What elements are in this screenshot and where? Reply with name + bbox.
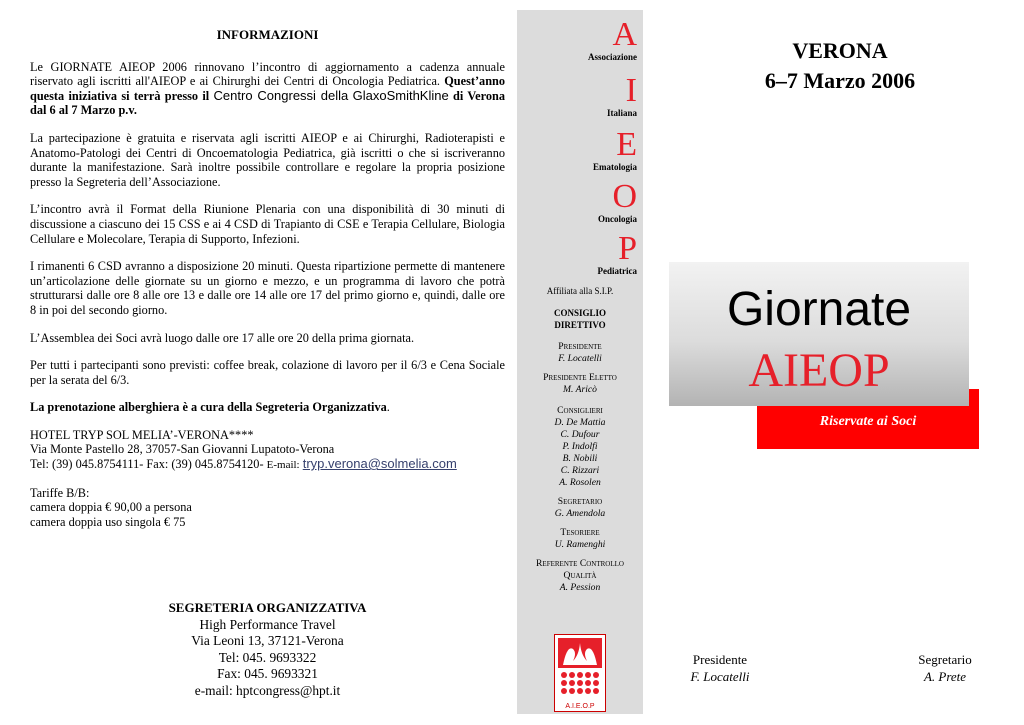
info-title: INFORMAZIONI	[216, 27, 319, 42]
segreteria-email[interactable]: e-mail: hptcongress@hpt.it	[194, 682, 341, 698]
venue-dates: di Verona dal 6 al 7 Marzo p.v.	[30, 88, 505, 118]
acronym-i: I Italiana	[606, 72, 637, 118]
rate-double: camera doppia € 90,00 a persona	[30, 500, 192, 515]
acronym-e: E Ematologia	[593, 126, 637, 172]
board-list	[517, 307, 643, 601]
info-panel	[30, 28, 505, 529]
participation-paragraph: La partecipazione è gratuita e riservata agli iscritti AIEOP e ai Chirurghi, Radioterapisti e Anatomo-Patologi dei Centri di Oncoematologia Pediatrica, già iscritti o che si iscriveranno durante la manifestazione. Sarà inoltre possibile controllare e regolare la propria posizione presso la Segreteria dell’Associazione.	[30, 130, 505, 189]
assembly-paragraph: L’Assemblea dei Soci avrà luogo dalle ore 17 alle ore 20 della prima giornata.	[30, 330, 415, 345]
acronym-a: A Associazione	[588, 16, 637, 62]
subtitle-riservate: Riservate ai Soci	[819, 414, 917, 429]
segreteria-company: High Performance Travel	[199, 616, 336, 632]
rates-title: Tariffe B/B:	[30, 485, 90, 500]
event-location	[690, 36, 990, 96]
acronym-o: O Oncologia	[597, 178, 637, 224]
rate-single: camera doppia uso singola € 75	[30, 514, 186, 529]
association-strip	[517, 10, 643, 714]
schedule-paragraph: I rimanenti 6 CSD avranno a disposizione 20 minuti. Questa ripartizione permette di mantenere un’articolazione delle giornate su un giorno e mezzo, e un programma di lavoro che potrà strutturarsi dalle ore 8 alle ore 13 e dalle ore 14 alle ore 17 del primo giorno e, quindi, dalle ore 8 in poi del secondo giorno.	[30, 259, 505, 317]
hotel-contacts: Tel: (39) 045.8754111- Fax: (39) 045.8754120- E-mail: tryp.verona@solmelia.com	[30, 456, 457, 472]
services-paragraph: Per tutti i partecipanti sono previsti: coffee break, colazione di lavoro per il 6/3 e Cena Sociale per la serata del 6/3.	[30, 358, 505, 387]
segreteria-block	[30, 600, 505, 699]
venue-name: Centro Congressi della	[213, 87, 349, 103]
affiliation-note: Affiliata alla S.I.P.	[546, 286, 614, 296]
hotel-address: Via Monte Pastello 28, 37057-San Giovanni Lupatoto-Verona	[30, 442, 335, 457]
aieop-logo-icon	[555, 635, 605, 699]
board-referente: Referente Controllo Qualità A. Pession	[536, 558, 624, 593]
venue-sentence: Quest’anno questa iniziativa si terrà presso il	[30, 74, 506, 103]
acronym-p: P Pediatrica	[597, 230, 637, 276]
venue-company: GlaxoSmithKline	[352, 87, 449, 103]
segreteria-title: SEGRETERIA ORGANIZZATIVA	[168, 600, 367, 615]
hotel-name: HOTEL TRYP SOL MELIA’-VERONA****	[30, 427, 254, 442]
hotel-email-link[interactable]: tryp.verona@solmelia.com	[302, 456, 457, 472]
rates-info	[30, 486, 505, 530]
segreteria-fax: Fax: 045. 9693321	[217, 666, 318, 681]
board-segretario: Segretario G. Amendola	[554, 496, 606, 519]
title-giornate: Giornate	[726, 283, 912, 336]
intro-paragraph: Le GIORNATE AIEOP 2006 rinnovano l’incontro di aggiornamento a cadenza annuale riservato agli iscritti all'AIEOP e ai Chirurghi dei Centri di Oncologia Pediatrica. Quest’anno questa iniziativa si terrà presso il Centro Congressi della GlaxoSmithKline di Verona dal 6 al 7 Marzo p.v.	[30, 59, 506, 118]
title-aieop: AIEOP	[748, 344, 890, 397]
hotel-info	[30, 428, 505, 473]
logo-label: A.I.E.O.P	[565, 703, 595, 710]
board-presidente-eletto: Presidente Eletto M. Aricò	[543, 372, 617, 395]
event-city: VERONA	[792, 38, 888, 63]
format-paragraph: L’incontro avrà il Format della Riunione Plenaria con una disponibilità di 30 minuti di discussione a ciascuno dei 15 CSS e ai 4 CSD di Trapianto di CSE e Terapia Cellulare, Biologia Cellulare e Molecolare, Terapia di Supporto, Infezioni.	[30, 202, 505, 246]
event-dates: 6–7 Marzo 2006	[764, 68, 916, 93]
signature-segretario: Segretario A. Prete	[918, 652, 972, 684]
segreteria-tel: Tel: 045. 9693322	[218, 649, 317, 665]
aieop-logo	[554, 634, 606, 712]
board-tesoriere: Tesoriere U. Ramenghi	[554, 527, 606, 550]
segreteria-address: Via Leoni 13, 37121-Verona	[191, 633, 344, 648]
booking-paragraph: La prenotazione alberghiera è a cura della Segreteria Organizzativa.	[30, 400, 390, 415]
board-presidente: Presidente F. Locatelli	[558, 341, 602, 364]
board-consiglieri: Consiglieri D. De Mattia C. Dufour P. Indolfi B. Nobili C. Rizzari A. Rosolen	[554, 405, 606, 488]
signature-presidente: Presidente F. Locatelli	[690, 652, 750, 684]
board-title: CONSIGLIO DIRETTIVO	[553, 308, 606, 330]
